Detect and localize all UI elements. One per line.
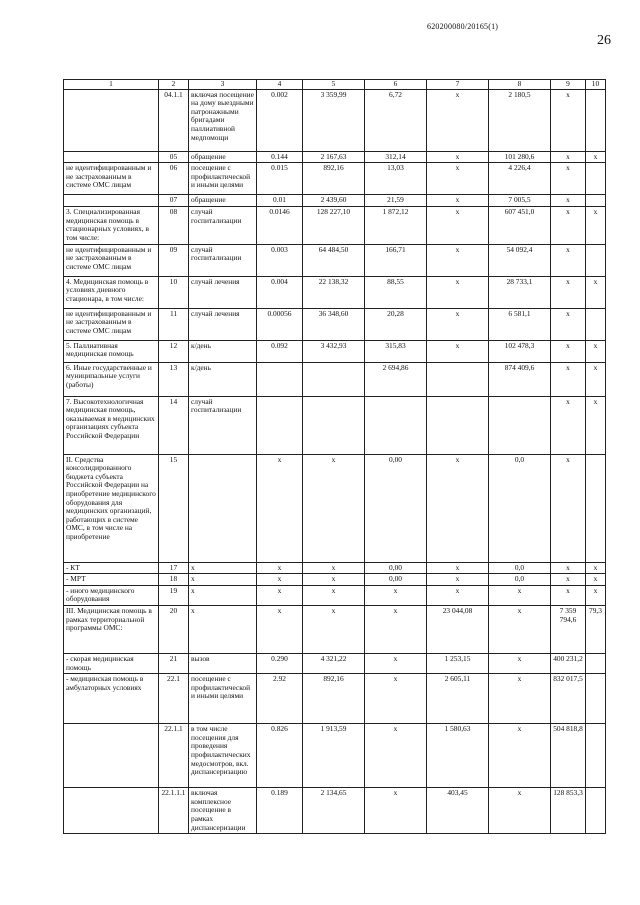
table-cell: х	[189, 585, 257, 605]
table-row	[64, 163, 606, 195]
table-cell: 874 409,6	[489, 362, 551, 396]
table-cell	[586, 195, 606, 207]
table-cell: 36 348,60	[303, 308, 365, 340]
table-cell: 3 359,99	[303, 89, 365, 151]
table-cell: х	[551, 308, 586, 340]
table-cell: 88,55	[365, 276, 427, 308]
table-cell: х	[427, 195, 489, 207]
table-cell: 2 134,65	[303, 788, 365, 834]
row-label-cell: 4. Медицинская помощь в условиях дневного стационара, в том числе:	[64, 276, 159, 308]
table-cell: х	[257, 454, 303, 562]
table-cell: 19	[159, 585, 189, 605]
row-label-cell: не идентифицированным и не застрахованным в системе ОМС лицам	[64, 244, 159, 276]
table-cell: х	[189, 574, 257, 586]
table-cell: х	[257, 562, 303, 574]
table-cell: х	[257, 585, 303, 605]
table-cell	[586, 653, 606, 673]
table-cell: 607 451,0	[489, 207, 551, 244]
table-cell: х	[586, 396, 606, 454]
table-cell: х	[365, 605, 427, 653]
table-cell: 07	[159, 195, 189, 207]
table-cell: 0.189	[257, 788, 303, 834]
row-label-cell: - медицинская помощь в амбулаторных условиях	[64, 674, 159, 724]
table-cell: 4 321,22	[303, 653, 365, 673]
row-label-cell: - иного медицинского оборудования	[64, 585, 159, 605]
table-row	[64, 340, 606, 362]
table-cell: х	[551, 276, 586, 308]
table-cell: 7 005,5	[489, 195, 551, 207]
table-cell: х	[427, 574, 489, 586]
header-cell: 3	[189, 80, 257, 90]
table-cell: х	[551, 585, 586, 605]
row-label-cell: - скорая медицинская помощь	[64, 653, 159, 673]
table-cell: 0.003	[257, 244, 303, 276]
table-cell: х	[586, 151, 606, 163]
table-cell: х	[551, 454, 586, 562]
table-row	[64, 195, 606, 207]
table-cell: 08	[159, 207, 189, 244]
table-cell	[427, 396, 489, 454]
table-cell: 102 478,3	[489, 340, 551, 362]
table-cell	[586, 244, 606, 276]
table-cell: 0.290	[257, 653, 303, 673]
table-cell: 7 359 794,6	[551, 605, 586, 653]
table-cell: 15	[159, 454, 189, 562]
table-cell: х	[489, 605, 551, 653]
table-cell: 10	[159, 276, 189, 308]
table-cell: х	[427, 585, 489, 605]
table-cell: вызов	[189, 653, 257, 673]
table-cell: х	[586, 585, 606, 605]
table-cell: 1 872,12	[365, 207, 427, 244]
table-cell	[365, 396, 427, 454]
row-label-cell: не идентифицированным и не застрахованным в системе ОМС лицам	[64, 308, 159, 340]
table-cell: х	[427, 340, 489, 362]
table-row	[64, 574, 606, 586]
header-cell: 1	[64, 80, 159, 90]
table-cell: х	[586, 362, 606, 396]
table-cell: 166,71	[365, 244, 427, 276]
table-row	[64, 562, 606, 574]
table-row	[64, 89, 606, 151]
table-cell: в том числе посещения для проведения профилактических медосмотров, вкл. диспансеризацию	[189, 724, 257, 788]
table-cell: 09	[159, 244, 189, 276]
table-cell: случай госпитализации	[189, 207, 257, 244]
row-label-cell: 5. Паллиативная медицинская помощь	[64, 340, 159, 362]
table-row	[64, 653, 606, 673]
table-cell: х	[427, 151, 489, 163]
table-cell: 0.00056	[257, 308, 303, 340]
table-cell: 892,16	[303, 674, 365, 724]
table-cell: х	[303, 574, 365, 586]
table-cell: х	[551, 89, 586, 151]
table-cell: х	[303, 454, 365, 562]
table-cell: х	[551, 362, 586, 396]
header-cell: 8	[489, 80, 551, 90]
table-cell	[586, 724, 606, 788]
table-cell	[586, 674, 606, 724]
table-cell: 18	[159, 574, 189, 586]
table-cell: случай лечения	[189, 308, 257, 340]
table-cell: 79,3	[586, 605, 606, 653]
table-cell: х	[586, 340, 606, 362]
table-cell: 832 017,5	[551, 674, 586, 724]
table-cell: 0.002	[257, 89, 303, 151]
table-cell: 05	[159, 151, 189, 163]
table-cell: посещение с профилактической и иными целями	[189, 674, 257, 724]
table-cell: х	[365, 674, 427, 724]
table-cell: 2 180,5	[489, 89, 551, 151]
table-row	[64, 151, 606, 163]
table-cell: посещение с профилактической и иными целями	[189, 163, 257, 195]
table-cell: х	[257, 574, 303, 586]
table-cell: 1 580,63	[427, 724, 489, 788]
table-cell: х	[551, 151, 586, 163]
table-cell: 6,72	[365, 89, 427, 151]
table-cell	[489, 396, 551, 454]
table-cell: 2 439,60	[303, 195, 365, 207]
document-id: 620200080/20165(1)	[427, 22, 499, 31]
table-cell	[303, 362, 365, 396]
table-cell: 28 733,1	[489, 276, 551, 308]
table-cell: 22.1.1.1	[159, 788, 189, 834]
table-cell: 2 694,86	[365, 362, 427, 396]
table-cell: х	[365, 788, 427, 834]
budget-table	[63, 79, 606, 834]
table-cell: обращение	[189, 195, 257, 207]
header-row	[64, 80, 606, 90]
header-cell: 10	[586, 80, 606, 90]
header-cell: 7	[427, 80, 489, 90]
table-cell: х	[489, 788, 551, 834]
table-cell: 2 605,11	[427, 674, 489, 724]
table-cell: 20,28	[365, 308, 427, 340]
table-cell: 2 167,63	[303, 151, 365, 163]
table-cell: х	[427, 207, 489, 244]
table-cell: к/день	[189, 340, 257, 362]
table-cell	[586, 89, 606, 151]
table-cell: 0,0	[489, 562, 551, 574]
table-cell: 312,14	[365, 151, 427, 163]
table-cell: х	[365, 724, 427, 788]
table-cell: 1 253,15	[427, 653, 489, 673]
table-cell	[303, 396, 365, 454]
table-cell: случай госпитализации	[189, 244, 257, 276]
table-cell: 0.01	[257, 195, 303, 207]
header-cell: 6	[365, 80, 427, 90]
table-cell: 64 484,50	[303, 244, 365, 276]
table-cell: 504 818,8	[551, 724, 586, 788]
table-cell: обращение	[189, 151, 257, 163]
row-label-cell: - МРТ	[64, 574, 159, 586]
page-number: 26	[597, 33, 611, 48]
table-cell: х	[365, 585, 427, 605]
table-cell: 0.144	[257, 151, 303, 163]
table-cell: х	[551, 207, 586, 244]
table-cell: 101 280,6	[489, 151, 551, 163]
table-cell: х	[427, 308, 489, 340]
table-cell: 128 227,10	[303, 207, 365, 244]
table-cell: 06	[159, 163, 189, 195]
table-cell: 400 231,2	[551, 653, 586, 673]
table-cell: х	[427, 89, 489, 151]
table-cell: случай госпитализации	[189, 396, 257, 454]
table-cell: х	[189, 605, 257, 653]
table-cell: 13,03	[365, 163, 427, 195]
header-cell: 2	[159, 80, 189, 90]
row-label-cell: - КТ	[64, 562, 159, 574]
table-cell: 22.1.1	[159, 724, 189, 788]
table-cell: х	[303, 562, 365, 574]
table-cell: 21	[159, 653, 189, 673]
table-cell: х	[427, 562, 489, 574]
table-cell: х	[586, 562, 606, 574]
table-cell: х	[189, 562, 257, 574]
row-label-cell: 6. Иные государственные и муниципальные услуги (работы)	[64, 362, 159, 396]
table-cell: 315,83	[365, 340, 427, 362]
table-row	[64, 605, 606, 653]
table-cell	[427, 362, 489, 396]
table-cell: случай лечения	[189, 276, 257, 308]
row-label-cell: II. Средства консолидированного бюджета субъекта Российской Федерации на приобретение медицинского оборудования для медицинских организаций, работающих в системе ОМС, в том числе на приобретение	[64, 454, 159, 562]
table-cell: 11	[159, 308, 189, 340]
table-cell: 12	[159, 340, 189, 362]
table-cell	[586, 163, 606, 195]
table-cell: 892,16	[303, 163, 365, 195]
table-cell: х	[365, 653, 427, 673]
table-cell	[586, 308, 606, 340]
table-cell: х	[551, 163, 586, 195]
table-cell: 1 913,59	[303, 724, 365, 788]
table-cell: х	[489, 585, 551, 605]
table-cell: 0.004	[257, 276, 303, 308]
table-cell: х	[586, 574, 606, 586]
table-cell: 22 138,32	[303, 276, 365, 308]
table-cell: 54 092,4	[489, 244, 551, 276]
header-cell: 9	[551, 80, 586, 90]
table-cell: х	[489, 674, 551, 724]
table-row	[64, 674, 606, 724]
row-label-cell: 7. Высокотехнологичная медицинская помощь, оказываемая в медицинских организациях субъекта Российской Федерации	[64, 396, 159, 454]
table-cell: 17	[159, 562, 189, 574]
table-cell: х	[551, 244, 586, 276]
table-cell	[586, 788, 606, 834]
table-cell: 128 853,3	[551, 788, 586, 834]
table-row	[64, 788, 606, 834]
table-cell: 20	[159, 605, 189, 653]
table-cell: х	[427, 276, 489, 308]
table-cell: х	[551, 396, 586, 454]
table-cell: 2.92	[257, 674, 303, 724]
table-cell: х	[551, 574, 586, 586]
table-cell: х	[489, 724, 551, 788]
row-label-cell: 3. Специализированная медицинская помощь в стационарных условиях, в том числе:	[64, 207, 159, 244]
table-cell: 0,00	[365, 574, 427, 586]
table-cell: х	[586, 207, 606, 244]
table-cell: 0.092	[257, 340, 303, 362]
table-row	[64, 207, 606, 244]
table-cell: 3 432,93	[303, 340, 365, 362]
table-cell: х	[427, 244, 489, 276]
table-cell: 0,0	[489, 454, 551, 562]
table-cell: 22.1	[159, 674, 189, 724]
row-label-cell	[64, 89, 159, 151]
row-label-cell	[64, 788, 159, 834]
table-cell: 13	[159, 362, 189, 396]
table-cell: х	[257, 605, 303, 653]
table-row	[64, 244, 606, 276]
table-cell: 0,0	[489, 574, 551, 586]
table-cell: 0,00	[365, 562, 427, 574]
table-cell: включая посещение на дому выездными патронажными бригадами паллиативной медпомощи	[189, 89, 257, 151]
header-cell: 4	[257, 80, 303, 90]
table-cell: 0,00	[365, 454, 427, 562]
row-label-cell	[64, 724, 159, 788]
table-cell: х	[303, 585, 365, 605]
header-cell: 5	[303, 80, 365, 90]
table-cell: х	[551, 562, 586, 574]
table-cell: 6 581,1	[489, 308, 551, 340]
table-cell: х	[489, 653, 551, 673]
table-row	[64, 276, 606, 308]
table-cell: х	[303, 605, 365, 653]
row-label-cell: не идентифицированным и не застрахованным в системе ОМС лицам	[64, 163, 159, 195]
table-cell: х	[427, 163, 489, 195]
table-cell	[257, 362, 303, 396]
table-cell	[586, 454, 606, 562]
table-row	[64, 454, 606, 562]
table-cell: 403,45	[427, 788, 489, 834]
table-cell: 4 226,4	[489, 163, 551, 195]
table-row	[64, 308, 606, 340]
table-row	[64, 724, 606, 788]
table-cell: х	[551, 195, 586, 207]
table-cell: х	[586, 276, 606, 308]
table-cell: 21,59	[365, 195, 427, 207]
row-label-cell: III. Медицинская помощь в рамках территориальной программы ОМС:	[64, 605, 159, 653]
table-cell: к/день	[189, 362, 257, 396]
table-cell: 14	[159, 396, 189, 454]
table-cell	[189, 454, 257, 562]
table-cell: 0.015	[257, 163, 303, 195]
table-row	[64, 585, 606, 605]
table-row	[64, 396, 606, 454]
table-cell: включая комплексное посещение в рамках диспансеризации	[189, 788, 257, 834]
row-label-cell	[64, 151, 159, 163]
table-cell: 0.0146	[257, 207, 303, 244]
row-label-cell	[64, 195, 159, 207]
table-cell: 04.1.1	[159, 89, 189, 151]
table-cell: х	[427, 454, 489, 562]
table-cell: 23 044,08	[427, 605, 489, 653]
table-row	[64, 362, 606, 396]
table-cell	[257, 396, 303, 454]
table-cell: х	[551, 340, 586, 362]
table-cell: 0.826	[257, 724, 303, 788]
